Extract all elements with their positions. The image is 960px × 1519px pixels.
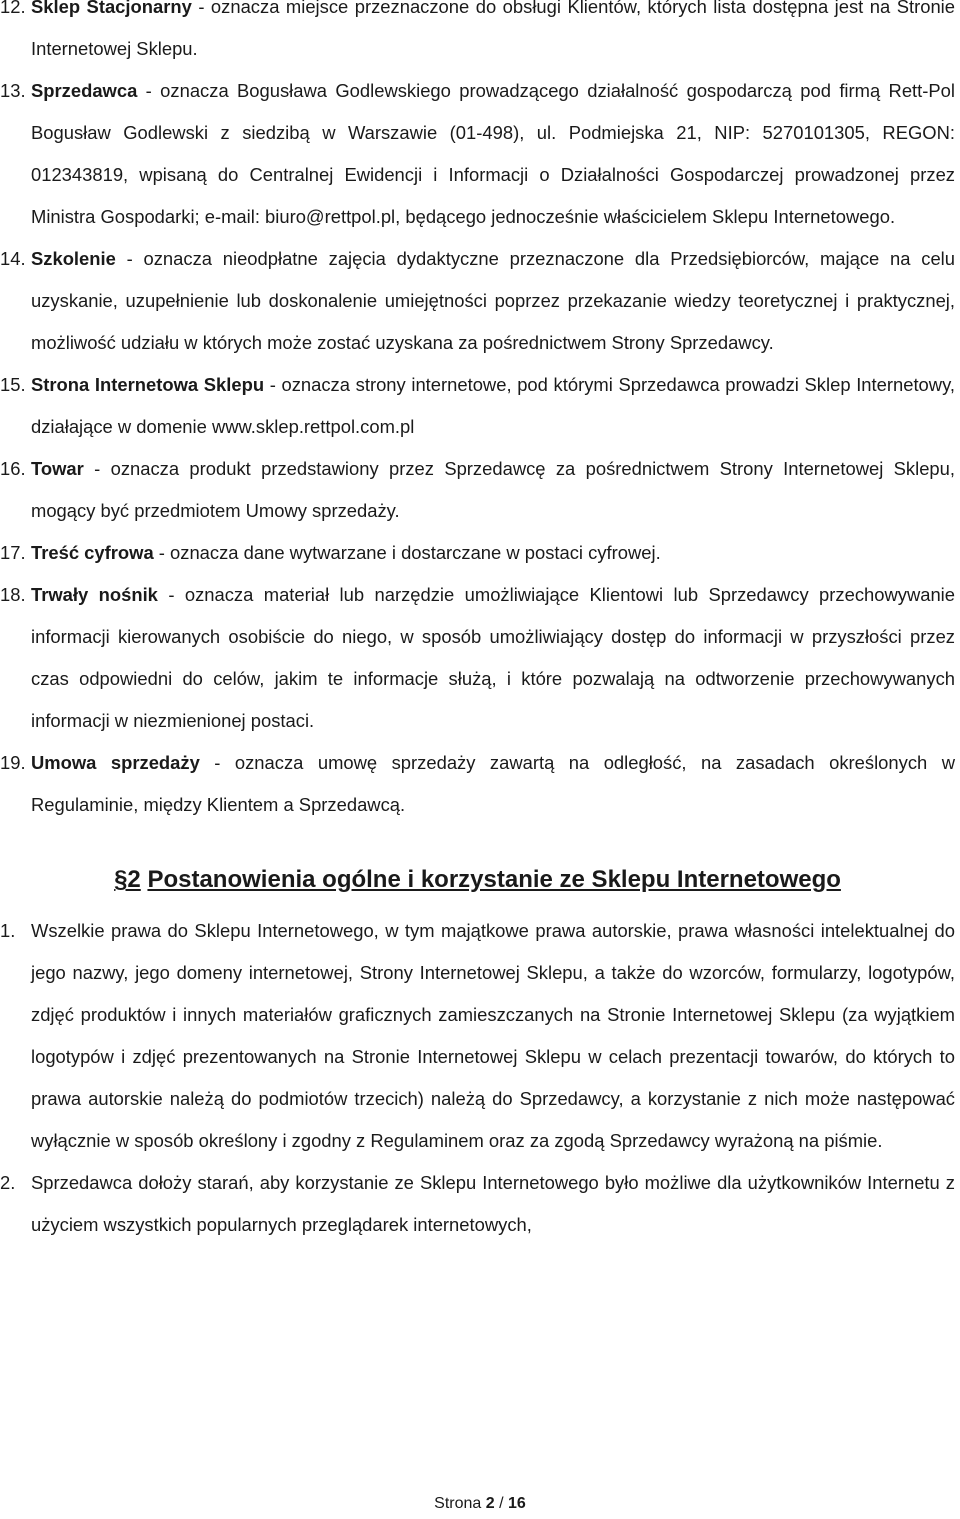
definition-number: 14. <box>0 248 26 269</box>
definition-item <box>0 448 955 532</box>
definition-number: 15. <box>0 374 26 395</box>
definition-item <box>0 532 955 574</box>
definition-text: - oznacza miejsce przeznaczone do obsługi Klientów, których lista dostępna jest na Stronie Internetowej Sklepu. <box>31 0 955 59</box>
definition-number: 12. <box>0 0 26 17</box>
definition-item <box>0 70 955 238</box>
definition-term: Towar <box>31 458 84 479</box>
total-page-count: 16 <box>508 1495 526 1512</box>
provision-item <box>0 910 955 1162</box>
definition-term: Sklep Stacjonarny <box>31 0 192 17</box>
section-title: Postanowienia ogólne i korzystanie ze Sklepu Internetowego <box>147 866 841 893</box>
page-footer <box>0 1493 960 1515</box>
definition-item <box>0 742 955 826</box>
provision-item <box>0 1162 955 1246</box>
definition-term: Trwały nośnik <box>31 584 158 605</box>
definition-text: - oznacza nieodpłatne zajęcia dydaktyczne przeznaczone dla Przedsiębiorców, mające na celu uzyskanie, uzupełnienie lub doskonalenie umiejętności poprzez przekazanie wiedzy teoretycznej i praktycznej, możliwość udziału w których może zostać uzyskana za pośrednictwem Strony Sprzedawcy. <box>31 248 955 353</box>
definition-text: - oznacza materiał lub narzędzie umożliwiające Klientowi lub Sprzedawcy przechowywanie informacji kierowanych osobiście do niego, w sposób umożliwiający dostęp do informacji w przyszłości przez czas odpowiedni do celów, jakim te informacje służą, i które pozwalają na odtworzenie przechowywanych informacji w niezmienionej postaci. <box>31 584 955 731</box>
section-heading <box>0 864 955 896</box>
current-page-number: 2 <box>485 1495 495 1512</box>
definition-term: Szkolenie <box>31 248 116 269</box>
definition-item <box>0 574 955 742</box>
definition-term: Strona Internetowa Sklepu <box>31 374 265 395</box>
definition-item <box>0 364 955 448</box>
section-number: §2 <box>114 866 141 893</box>
footer-prefix: Strona <box>434 1495 486 1512</box>
definition-text: - oznacza strony internetowe, pod którymi Sprzedawca prowadzi Sklep Internetowy, działające w domenie www.sklep.rettpol.com.pl <box>31 374 956 437</box>
definition-term: Treść cyfrowa <box>31 542 154 563</box>
definition-text: - oznacza Bogusława Godlewskiego prowadzącego działalność gospodarczą pod firmą Rett-Pol Bogusław Godlewski z siedzibą w Warszawie (01-498), ul. Podmiejska 21, NIP: 5270101305, REGON: 012343819, wpisaną do Centralnej Ewidencji i Informacji o Działalności Gospodarczej prowadzonej przez Ministra Gospodarki; e-mail: biuro@rettpol.pl, będącego jednocześnie właścicielem Sklepu Internetowego. <box>31 80 955 227</box>
provision-text: Sprzedawca dołoży starań, aby korzystanie ze Sklepu Internetowego było możliwe dla użytkowników Internetu z użyciem wszystkich popularnych przeglądarek internetowych, <box>31 1172 955 1235</box>
definition-term: Sprzedawca <box>31 80 138 101</box>
definition-number: 13. <box>0 80 26 101</box>
definition-number: 18. <box>0 584 26 605</box>
definition-text: - oznacza produkt przedstawiony przez Sprzedawcę za pośrednictwem Strony Internetowej Sklepu, mogący być przedmiotem Umowy sprzedaży. <box>31 458 955 521</box>
definition-term: Umowa sprzedaży <box>31 752 200 773</box>
provision-text: Wszelkie prawa do Sklepu Internetowego, w tym majątkowe prawa autorskie, prawa własności intelektualnej do jego nazwy, jego domeny internetowej, Strony Internetowej Sklepu, a także do wzorców, formularzy, logotypów, zdjęć produktów i innych materiałów graficznych zamieszczanych na Stronie Internetowej Sklepu (za wyjątkiem logotypów i zdjęć prezentowanych na Stronie Internetowej Sklepu w celach prezentacji towarów, do których to prawa autorskie należą do podmiotów trzecich) należą do Sprzedawcy, a korzystanie z nich może następować wyłącznie w sposób określony i zgodny z Regulaminem oraz za zgodą Sprzedawcy wyrażoną na piśmie. <box>31 920 955 1151</box>
definition-text: - oznacza umowę sprzedaży zawartą na odległość, na zasadach określonych w Regulaminie, między Klientem a Sprzedawcą. <box>31 752 956 815</box>
provision-number: 1. <box>0 920 16 941</box>
definition-item <box>0 238 955 364</box>
definition-number: 19. <box>0 752 26 773</box>
definition-item <box>0 0 955 70</box>
provision-number: 2. <box>0 1172 16 1193</box>
footer-separator: / <box>494 1495 509 1512</box>
definition-number: 17. <box>0 542 26 563</box>
definition-text: - oznacza dane wytwarzane i dostarczane w postaci cyfrowej. <box>153 542 661 563</box>
definition-number: 16. <box>0 458 26 479</box>
